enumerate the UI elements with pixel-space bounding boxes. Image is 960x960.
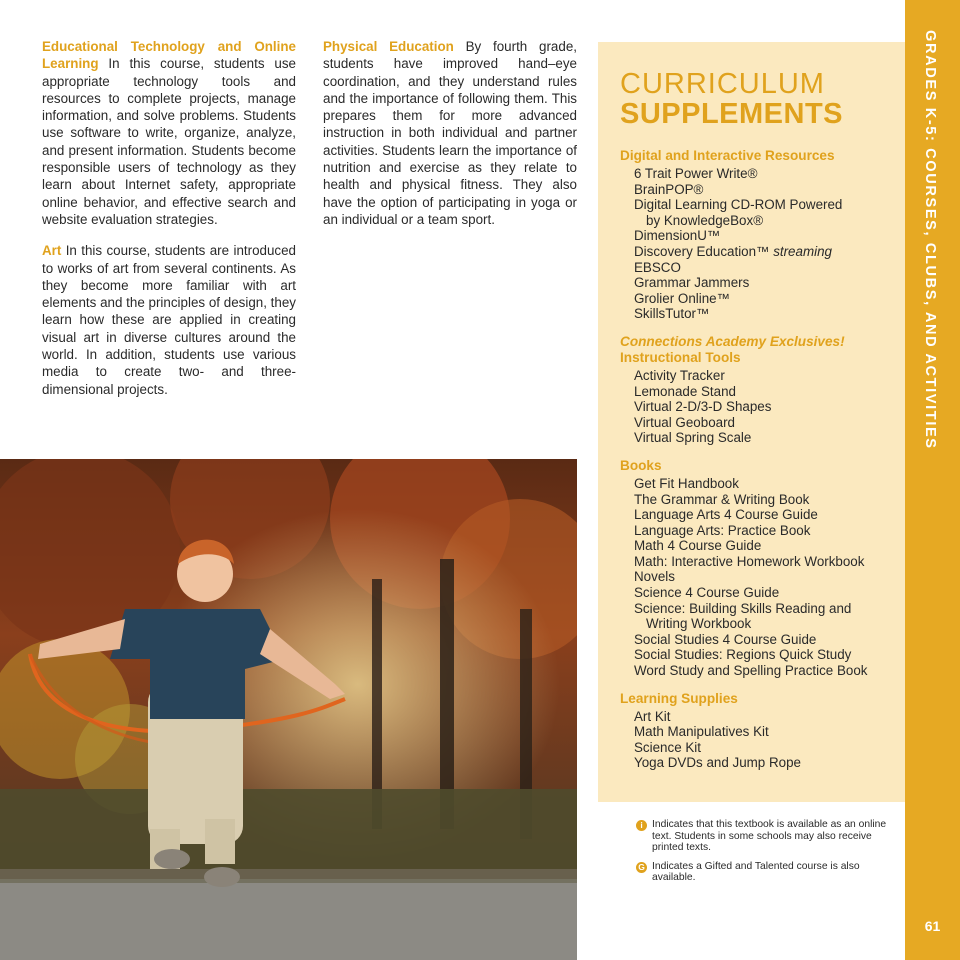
list-item: BrainPOP®	[634, 181, 704, 197]
legend	[636, 819, 896, 891]
list-item: Virtual Spring Scale	[634, 430, 752, 446]
list-item: The Grammar & Writing Book	[634, 491, 810, 507]
course-title: Art	[42, 243, 62, 259]
legend-gifted-text: Indicates a Gifted and Talented course is also available.	[652, 860, 860, 884]
list-item: Activity Tracker	[634, 367, 725, 383]
list-item	[634, 197, 900, 228]
course-physical-education	[323, 38, 577, 228]
sidebar-title: GRADES K-5: COURSES, CLUBS, AND ACTIVITIES	[922, 30, 938, 450]
list-item	[634, 244, 900, 260]
photo-illustration	[0, 459, 577, 960]
section-heading-exclusives: Connections Academy Exclusives!	[620, 333, 845, 349]
left-column	[42, 38, 296, 412]
list-item: Grammar Jammers	[634, 275, 750, 291]
list-item: Math: Interactive Homework Workbook	[634, 553, 865, 569]
course-ed-tech	[42, 38, 296, 228]
list-item: Social Studies: Regions Quick Study	[634, 647, 852, 663]
course-description: In this course, students are introduced to works of art from several continents. As they become more familiar with art elements and the principles of design, they learn how these are applied in creating visual art in diverse cultures around the world. In addition, students use various media to create two- and three-dimensional projects.	[42, 243, 296, 397]
books-list	[634, 476, 900, 679]
curriculum-supplements-panel	[598, 42, 905, 802]
online-text-icon: i	[636, 820, 647, 831]
list-item: Get Fit Handbook	[634, 475, 739, 491]
panel-body	[620, 148, 900, 783]
panel-title-line2: SUPPLEMENTS	[620, 98, 844, 130]
legend-online	[636, 819, 896, 854]
list-item	[634, 601, 900, 632]
list-item: Word Study and Spelling Practice Book	[634, 663, 868, 679]
list-item: Math 4 Course Guide	[634, 538, 762, 554]
course-art	[42, 242, 296, 398]
list-item: Social Studies 4 Course Guide	[634, 631, 817, 647]
section-heading-instructional-tools: Instructional Tools	[620, 349, 741, 365]
section-heading-books: Books	[620, 457, 662, 473]
gifted-talented-icon: G	[636, 862, 647, 873]
course-description: In this course, students use appropriate technology tools and resources to complete projects, manage information, and solve problems. Students use software to write, organize, analyze, and present information. Students become responsible users of technology as they learn about Internet safety, appropriate online behavior, and effective search and website evaluation strategies.	[42, 56, 296, 227]
instructional-tools-list	[634, 368, 900, 446]
section-heading-digital: Digital and Interactive Resources	[620, 148, 835, 163]
list-item: Science 4 Course Guide	[634, 585, 780, 601]
legend-gifted	[636, 861, 896, 884]
list-item: Math Manipulatives Kit	[634, 724, 769, 740]
list-item: Language Arts: Practice Book	[634, 522, 811, 538]
list-item-text: Science: Building Skills Reading and	[634, 600, 852, 616]
list-item: Virtual 2-D/3-D Shapes	[634, 399, 772, 415]
boy-jumping-rope-photo	[0, 459, 577, 960]
panel-title-line1: CURRICULUM	[620, 68, 825, 100]
middle-column	[323, 38, 577, 242]
list-item: Science Kit	[634, 739, 701, 755]
list-item: Yoga DVDs and Jump Rope	[634, 755, 801, 771]
digital-resources-list	[634, 166, 900, 322]
list-item-continuation: by KnowledgeBox®	[646, 212, 764, 228]
list-item: EBSCO	[634, 259, 681, 275]
list-item: Virtual Geoboard	[634, 414, 735, 430]
legend-online-text: Indicates that this textbook is available as an online text. Students in some schools may also receive printed texts.	[652, 819, 887, 854]
course-title: Physical Education	[323, 39, 454, 54]
list-item-text: Discovery Education™	[634, 243, 770, 259]
course-description: By fourth grade, students have improved hand–eye coordination, and they understand rules and the importance of following them. This prepares them for more advanced instruction in both individual and partner activities. Students learn the importance of nutrition and exercise as they relate to health and physical fitness. They also have the option of participating in yoga or an individual or a team sport.	[323, 39, 577, 227]
list-item: Novels	[634, 569, 675, 585]
list-item-italic: streaming	[773, 243, 832, 259]
list-item: Language Arts 4 Course Guide	[634, 507, 818, 523]
list-item-text: Digital Learning CD-ROM Powered	[634, 197, 843, 213]
list-item: Lemonade Stand	[634, 383, 736, 399]
list-item: Art Kit	[634, 708, 671, 724]
course-title: Educational Technology and Online Learning	[42, 39, 296, 72]
page-number: 61	[924, 918, 941, 934]
list-item: Grolier Online™	[634, 290, 730, 306]
list-item: 6 Trait Power Write®	[634, 166, 758, 181]
section-sidebar	[905, 0, 960, 960]
list-item: DimensionU™	[634, 228, 721, 244]
list-item: SkillsTutor™	[634, 306, 710, 322]
section-heading-learning-supplies: Learning Supplies	[620, 690, 738, 706]
list-item-continuation: Writing Workbook	[646, 616, 752, 632]
learning-supplies-list	[634, 709, 900, 771]
